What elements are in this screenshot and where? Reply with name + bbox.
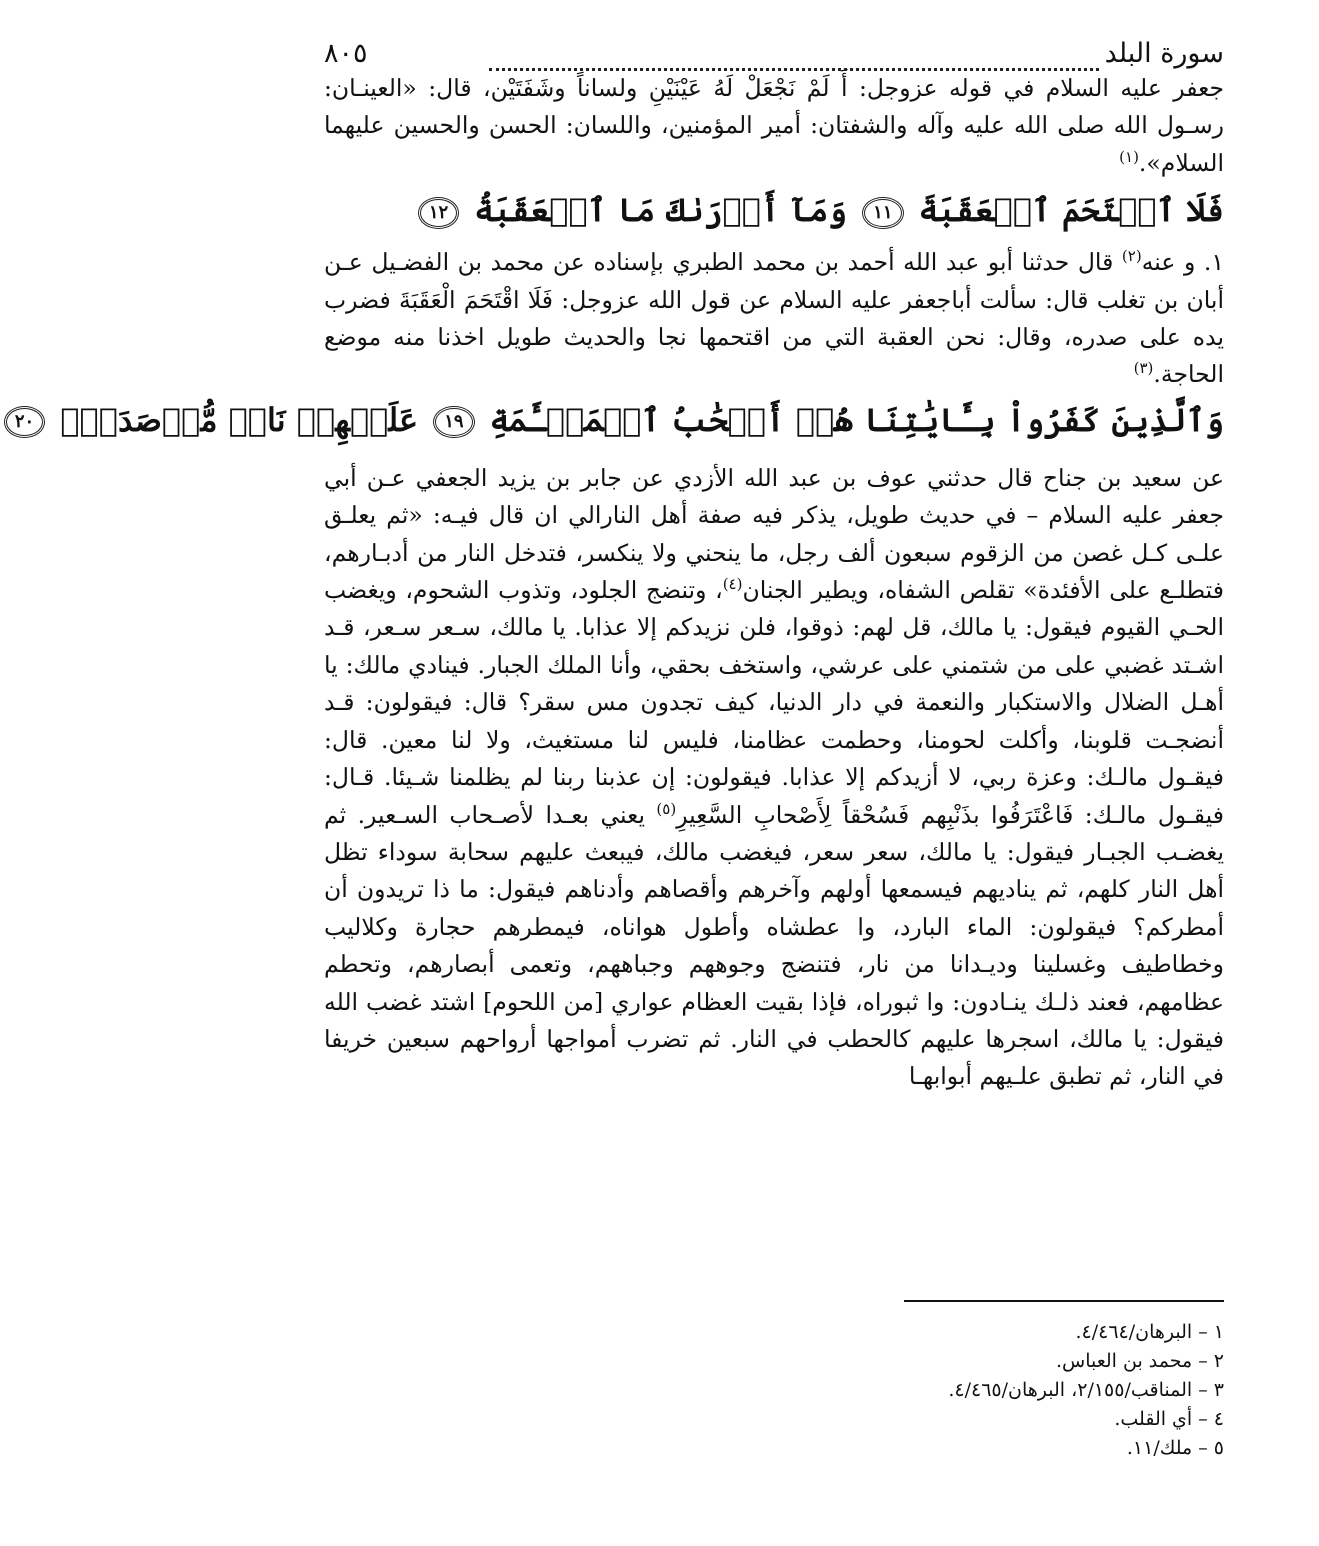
verse-20-text: عَلَيۡهِمۡ نَارٞ مُّؤۡصَدَةُۢ [60,400,419,439]
footnote-item: ٤ – أي القلب. [1114,1408,1224,1430]
page [14,28,1225,1096]
footnote-mark-5: (٥) [656,799,677,818]
page-number: ٨٠٥ [324,38,368,69]
hadith-2-text-b: ، وتنضج الجلود، وتذوب الشحوم، ويغضب الحـي القيوم فيقول: يا مالك، قل لهم: ذوقوا، فلن نزيدكم إلا عذابا. يا مالك، سـعر سـعر، قـد اشـتد غضبي على من شتمني على عرشي، واستخف بحقي، وأنا الملك الجبار. فينادي مالك: يا أهـل الضلال والاستكبار والنعمة في دار الدنيا، كيف تجدون مس سقر؟ قال: فيقولون: قـد أنضجـت قلوبنا، وأكلت لحومنا، وحطمت عظامنا، فليس لنا مستغيث، ولا لنا معين. قال: فيقـول مالـك: وعزة ربي، لا أزيدكم إلا عذابا. فيقولون: إن عذبنا ربنا لم يظلمنا شـيئا. قـال: فيقـول مالـك: فَاعْتَرَفُوا بذَنْبِهم فَسُحْقاً لِأَصْحابِ السَّعِيرِ [324,576,1225,829]
verse-number-12: ١٢ [418,197,459,229]
hadith-2-paragraph [324,460,1224,1096]
verse-12-text: وَمَآ أَدۡرَىٰكَ مَا ٱلۡعَقَبَةُ [474,191,848,230]
verse-19-text: وَٱلَّذِينَ كَفَرُواْ بِـَٔايَٰتِنَا هُمۡ أَصۡحَٰبُ ٱلۡمَشۡـَٔمَةِ [489,400,1224,439]
footnote-item: ٣ – المناقب/٢/١٥٥، البرهان/٤/٤٦٥. [948,1379,1224,1401]
footnote-mark-3: (٣) [1133,359,1154,378]
verse-number-11: ١١ [862,197,903,229]
hadith-1-paragraph [324,244,1224,394]
hadith-2-text-a: عن سعيد بن جناح قال حدثني عوف بن عبد الله الأزدي عن جابر بن يزيد الجعفي عـن أبي جعفر عليه السلام – في حديث طويل، يذكر فيه صفة أهل النارالي ان قال فيـه: «ثم يعلـق علـى كـل غصن من الزقوم سبعون ألف رجل، ما ينحني ولا ينكسر، فتدخل النار من أدبـارهم، فتطلـع على الأفئدة» تقلص الشفاه، ويطير الجنان [324,463,1225,605]
verse-number-19: ١٩ [433,406,474,438]
footnote-item: ١ – البرهان/٤/٤٦٤. [1075,1321,1224,1343]
footnote-item: ٥ – ملك/١١. [1126,1437,1224,1459]
hadith-2-text-c: يعني بعـدا لأصـحاب السـعير. ثم يغضـب الجبـار فيقول: يا مالك، سعر سعر، فيغضب مالك، فيبعث عليهم سحابة سوداء تظل أهل النار كلهم، ثم يناديهم فيسمعها أولهم وآخرهم وأقصاهم وأدناهم فيقول: ما ذا تريدون أن أمطركم؟ فيقولون: الماء البارد، وا عطشاه وأطول هواناه، فيمطرهم حجارة وكلاليب وخطاطيف وغسلينا وديـدانا من نار، فتنضج وجوههم وجباههم، وتعمى أبصارهم، وتحطم عظامهم، فعند ذلـك ينـادون: وا ثبوراه، فإذا بقيت العظام عواري [من اللحوم] اشتد غضب الله فيقول: يا مالك، اسجرها عليهم كالحطب في النار. ثم تضرب أمواجها أرواحهم سبعين خريفا في النار، ثم تطبق علـيهم أبوابهـا [324,800,1224,1091]
dotted-leader [489,68,1099,71]
intro-text: جعفر عليه السلام في قوله عزوجل: أَ لَمْ نَجْعَلْ لَهُ عَيْنَيْنِ ولساناً وشَفَتَيْن، قال: «العينـان: رسـول الله صلى الله عليه وآله والشفتان: أمير المؤمنين، واللسان: الحسن والحسين عليهما السلام». [324,74,1224,177]
hadith-1-text: قال حدثنا أبو عبد الله أحمد بن محمد الطبري بإسناده عن محمد بن الفضـيل عـن أبان بن تغلب قال: سألت أباجعفر عليه السلام عن قول الله عزوجل: فَلَا اقْتَحَمَ الْعَقَبَةَ فضرب يده على صدره، وقال: نحن العقبة التي من اقتحمها نجا والحديث طويل اخذنا منه موضع الحاجة. [324,248,1224,389]
footnote-mark-1: (١) [1119,147,1139,166]
running-header [324,28,1224,68]
footnotes [624,1318,1224,1463]
footnote-separator [904,1300,1224,1302]
hadith-1-opening: ١. و عنه [1141,248,1224,277]
footnote-item: ٢ – محمد بن العباس. [1055,1350,1224,1372]
quran-verse-11-12 [324,186,1224,234]
intro-paragraph [324,70,1224,182]
surah-title: سورة البلد [1104,38,1224,69]
footnote-mark-4: (٤) [722,575,743,594]
quran-verse-19-20 [14,396,1224,444]
verse-11-text: فَلَا ٱقۡتَحَمَ ٱلۡعَقَبَةَ [918,191,1224,230]
verse-number-20: ٢٠ [4,406,45,438]
footnote-mark-2: (٢) [1121,247,1142,266]
